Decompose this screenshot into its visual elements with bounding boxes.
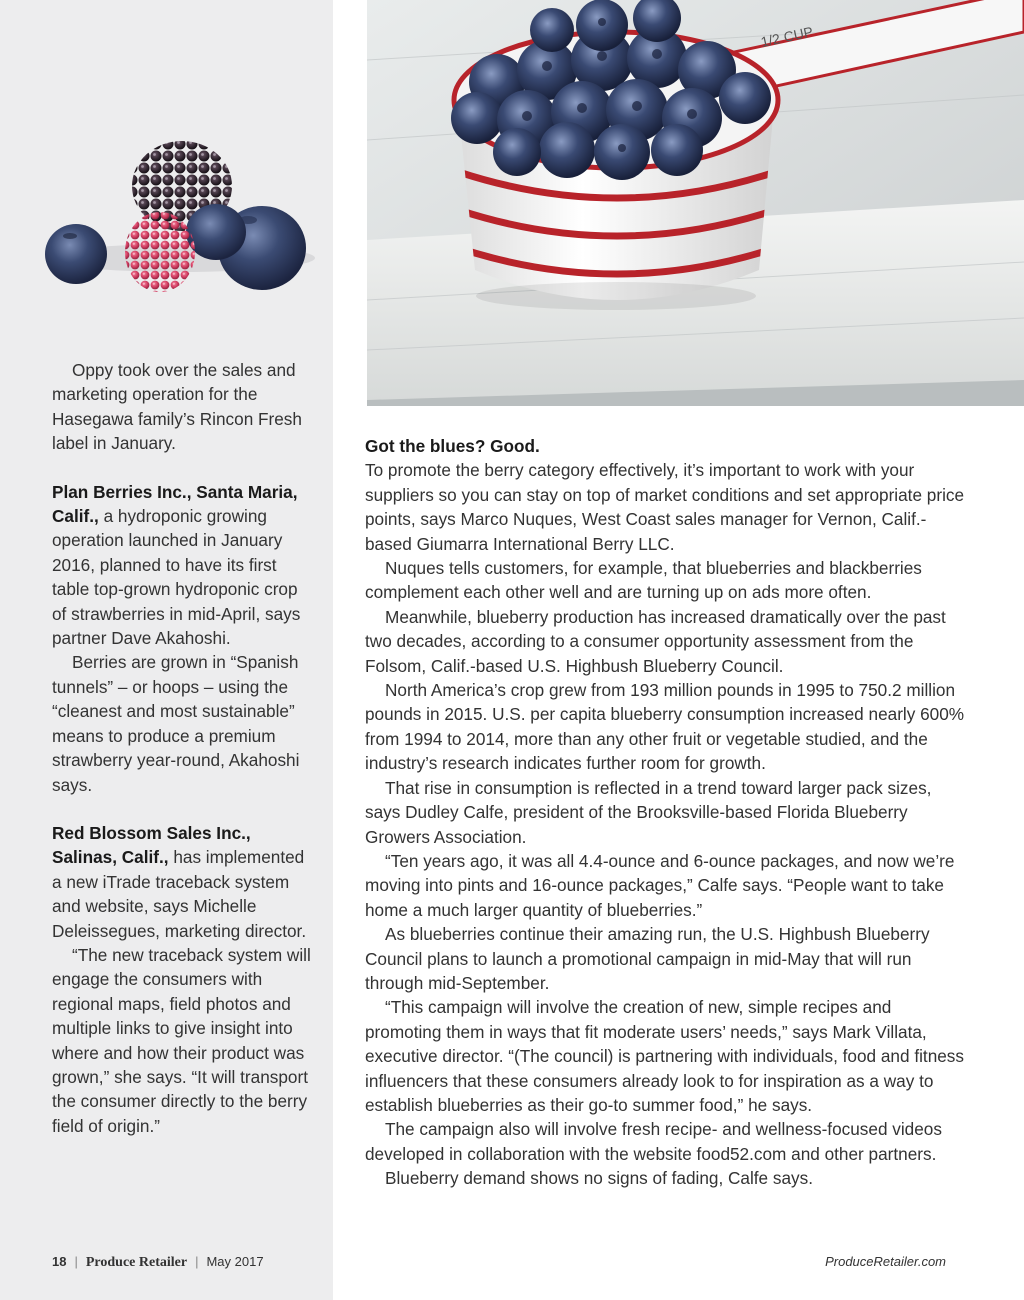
article-paragraph: “This campaign will involve the creation of new, simple recipes and promoting them in ways that fit moderate users’ needs,” says Mark Villata, executive director. “(The council) is partnering with individuals, food and fitness influencers that these consumers already look to for inspiration as a way to establish blueberries as their go-to summer food,” he says. (365, 997, 964, 1115)
company-name-red-blossom: Red Blossom Sales Inc., Salinas, Calif., (52, 822, 251, 868)
article-paragraph: To promote the berry category effectively, it’s important to work with your suppliers so you can stay on top of market conditions and set appropriate price points, says Marco Nuques, West Coast sales manager for Vernon, Calif.- based Giumarra International Berry LLC. (365, 460, 965, 554)
sidebar-paragraph-3: Berries are grown in “Spanish tunnels” – or hoops – using the “cleanest and most sustainable” means to produce a premium strawberry year-round, Akahoshi says. (52, 652, 300, 795)
issue-date: May 2017 (206, 1254, 264, 1269)
sidebar-paragraph-2 (52, 480, 312, 651)
sidebar-paragraph-5: “The new traceback system will engage the consumers with regional maps, field photos and multiple links to give insight into where and how their product was grown,” she says. “It will transport the consumer directly to the berry field of origin.” (52, 944, 311, 1136)
magazine-name: Produce Retailer (85, 1255, 188, 1270)
article-paragraph: As blueberries continue their amazing run, the U.S. Highbush Blueberry Council plans to launch a promotional campaign in mid-May that will run through mid-September. (365, 924, 930, 993)
article-paragraph: North America’s crop grew from 193 million pounds in 1995 to 750.2 million pounds in 2015. U.S. per capita blueberry consumption increased nearly 600% from 1994 to 2014, more than any other fruit or vegetable studied, and the industry’s research indicates further room for growth. (365, 680, 965, 774)
footer-separator: | (195, 1254, 199, 1269)
sidebar-paragraph-1: Oppy took over the sales and marketing operation for the Hasegawa family’s Rincon Fresh label in January. (52, 360, 302, 454)
sidebar-paragraph-2-body: a hydroponic growing operation launched in January 2016, planned to have its first table top-grown hydroponic crop of strawberries in mid-April, says partner Dave Akahoshi. (52, 506, 301, 649)
page-number: 18 (52, 1254, 67, 1269)
page-footer (52, 1254, 264, 1271)
company-name-plan-berries: Plan Berries Inc., Santa Maria, Calif., (52, 481, 298, 527)
article-paragraph: Nuques tells customers, for example, that blueberries and blackberries complement each other well and are turning up on ads more often. (365, 558, 922, 603)
sidebar-panel (0, 0, 333, 1300)
article-paragraph: “Ten years ago, it was all 4.4-ounce and 6-ounce packages, and now we’re moving into pints and 16-ounce packages,” Calfe says. “People want to take home a much larger quantity of blueberries.” (365, 850, 955, 920)
website-link[interactable]: ProduceRetailer.com (825, 1254, 946, 1269)
sidebar-paragraph-4 (52, 821, 312, 943)
blueberry-cup-photo (367, 0, 1024, 406)
berries-illustration (30, 90, 320, 340)
footer-separator: | (74, 1254, 78, 1269)
article-paragraph: Meanwhile, blueberry production has increased dramatically over the past two decades, according to a consumer opportunity assessment from the Folsom, Calif.-based U.S. Highbush Blueberry Council. (365, 606, 946, 676)
article-heading: Got the blues? Good. (365, 436, 540, 456)
article-body (365, 434, 965, 1191)
blueberry-cup-illustration (367, 0, 1024, 406)
article-paragraph: The campaign also will involve fresh recipe- and wellness-focused videos developed in collaboration with the website food52.com and other partners. (365, 1119, 942, 1164)
svg-text:1/2 CUP: 1/2 CUP (759, 23, 815, 50)
article-paragraph: Blueberry demand shows no signs of fading, Calfe says. (385, 1168, 814, 1189)
sidebar-paragraph-4-body: has implemented a new iTrade traceback system and website, says Michelle Deleissegues, marketing director. (52, 847, 307, 941)
article-paragraph: That rise in consumption is reflected in a trend toward larger pack sizes, says Dudley Calfe, president of the Brooksville-based Florida Blueberry Growers Association. (365, 777, 932, 847)
sidebar-text (52, 358, 312, 1138)
